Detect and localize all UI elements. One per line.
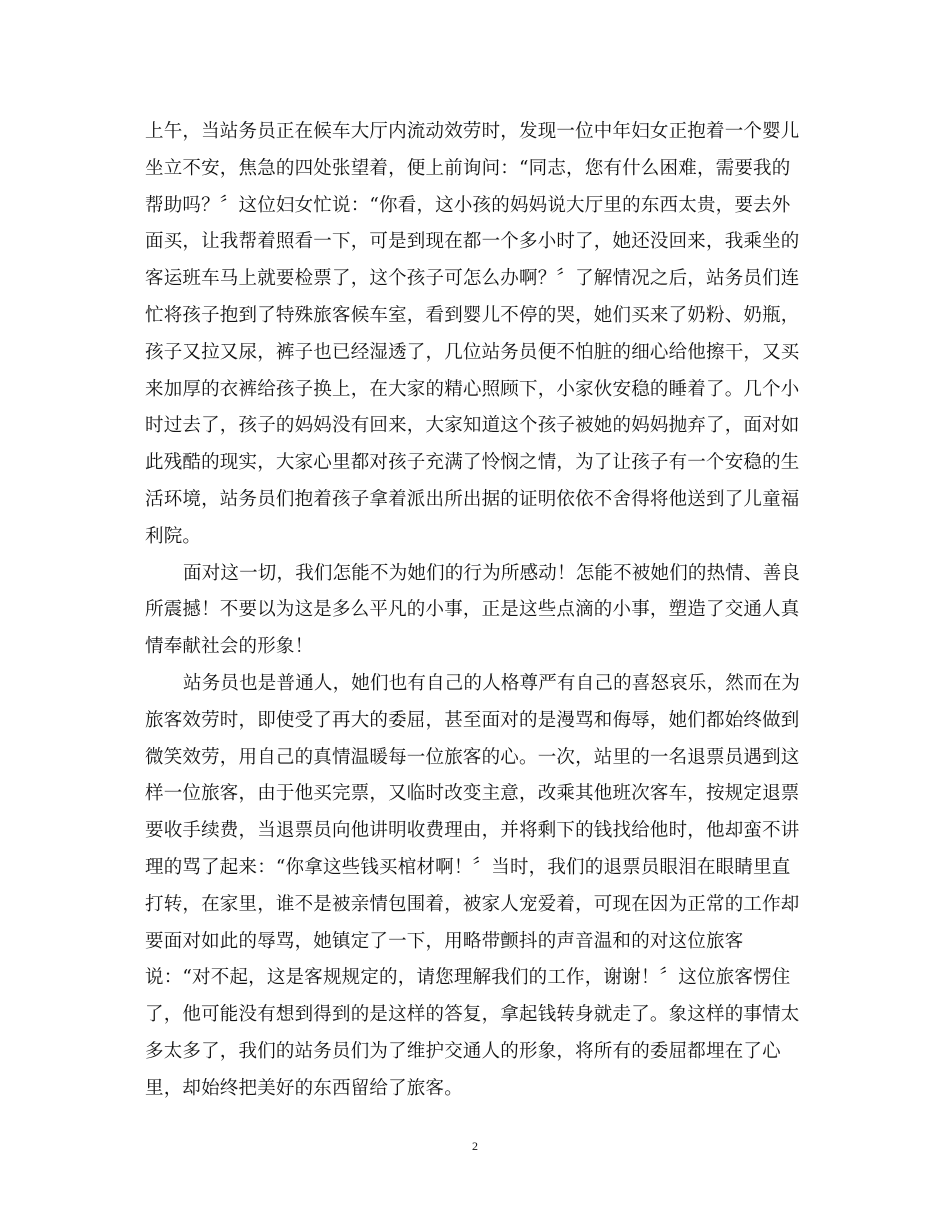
text-line: 站务员也是普通人，她们也有自己的人格尊严有自己的喜怒哀乐，然而在为 bbox=[183, 672, 801, 694]
text-line: 活环境，站务员们抱着孩子拿着派出所出据的证明依依不舍得将他送到了儿童福 bbox=[145, 488, 800, 510]
page-number: 2 bbox=[472, 1139, 478, 1153]
text-line: 坐立不安，焦急的四处张望着，便上前询问：“同志，您有什么困难，需要我的 bbox=[145, 157, 791, 179]
text-line: 来加厚的衣裤给孩子换上，在大家的精心照顾下，小家伙安稳的睡着了。几个小 bbox=[145, 378, 800, 400]
text-line: 面买，让我帮着照看一下，可是到现在都一个多小时了，她还没回来，我乘坐的 bbox=[145, 231, 800, 253]
text-line: 客运班车马上就要检票了，这个孩子可怎么办啊？〞了解情况之后，站务员们连 bbox=[145, 268, 800, 290]
paragraph bbox=[145, 666, 801, 1108]
text-line: 打转，在家里，谁不是被亲情包围着，被家人宠爱着，可现在因为正常的工作却 bbox=[145, 893, 800, 915]
text-line: 要收手续费，当退票员向他讲明收费理由，并将剩下的钱找给他时，他却蛮不讲 bbox=[145, 820, 800, 842]
text-line: 了，他可能没有想到得到的是这样的答复，拿起钱转身就走了。象这样的事情太 bbox=[145, 1004, 800, 1026]
text-line: 忙将孩子抱到了特殊旅客候车室，看到婴儿不停的哭，她们买来了奶粉、奶瓶， bbox=[145, 304, 800, 326]
text-line: 旅客效劳时，即使受了再大的委屈，甚至面对的是漫骂和侮辱，她们都始终做到 bbox=[145, 709, 800, 731]
paragraph bbox=[145, 114, 801, 556]
text-line: 里，却始终把美好的东西留给了旅客。 bbox=[145, 1077, 463, 1099]
text-line: 情奉献社会的形象！ bbox=[145, 636, 314, 658]
text-line: 上午，当站务员正在候车大厅内流动效劳时，发现一位中年妇女正抱着一个婴儿 bbox=[145, 121, 800, 142]
text-line: 此残酷的现实，大家心里都对孩子充满了怜悯之情，为了让孩子有一个安稳的生 bbox=[145, 452, 800, 474]
paragraph bbox=[145, 556, 801, 666]
body-text bbox=[145, 114, 801, 1108]
text-line: 说：“对不起，这是客规规定的，请您理解我们的工作，谢谢！〞这位旅客愣住 bbox=[145, 967, 791, 989]
text-line: 所震撼！不要以为这是多么平凡的小事，正是这些点滴的小事，塑造了交通人真 bbox=[145, 599, 800, 621]
text-line: 孩子又拉又尿，裤子也已经湿透了，几位站务员便不怕脏的细心给他擦干，又买 bbox=[145, 341, 800, 363]
text-line: 帮助吗？〞这位妇女忙说：“你看，这小孩的妈妈说大厅里的东西太贵，要去外 bbox=[145, 194, 791, 216]
text-line: 时过去了，孩子的妈妈没有回来，大家知道这个孩子被她的妈妈抛弃了，面对如 bbox=[145, 415, 800, 437]
text-line: 要面对如此的辱骂，她镇定了一下，用略带颤抖的声音温和的对这位旅客 bbox=[145, 930, 744, 952]
text-line: 利院。 bbox=[145, 525, 202, 547]
text-line: 多太多了，我们的站务员们为了维护交通人的形象，将所有的委屈都埋在了心 bbox=[145, 1040, 781, 1062]
text-line: 面对这一切，我们怎能不为她们的行为所感动！怎能不被她们的热情、善良 bbox=[183, 562, 801, 584]
text-line: 微笑效劳，用自己的真情温暖每一位旅客的心。一次，站里的一名退票员遇到这 bbox=[145, 746, 800, 768]
text-line: 样一位旅客，由于他买完票，又临时改变主意，改乘其他班次客车，按规定退票 bbox=[145, 783, 800, 805]
text-line: 理的骂了起来：“你拿这些钱买棺材啊！〞当时，我们的退票员眼泪在眼睛里直 bbox=[145, 856, 791, 878]
